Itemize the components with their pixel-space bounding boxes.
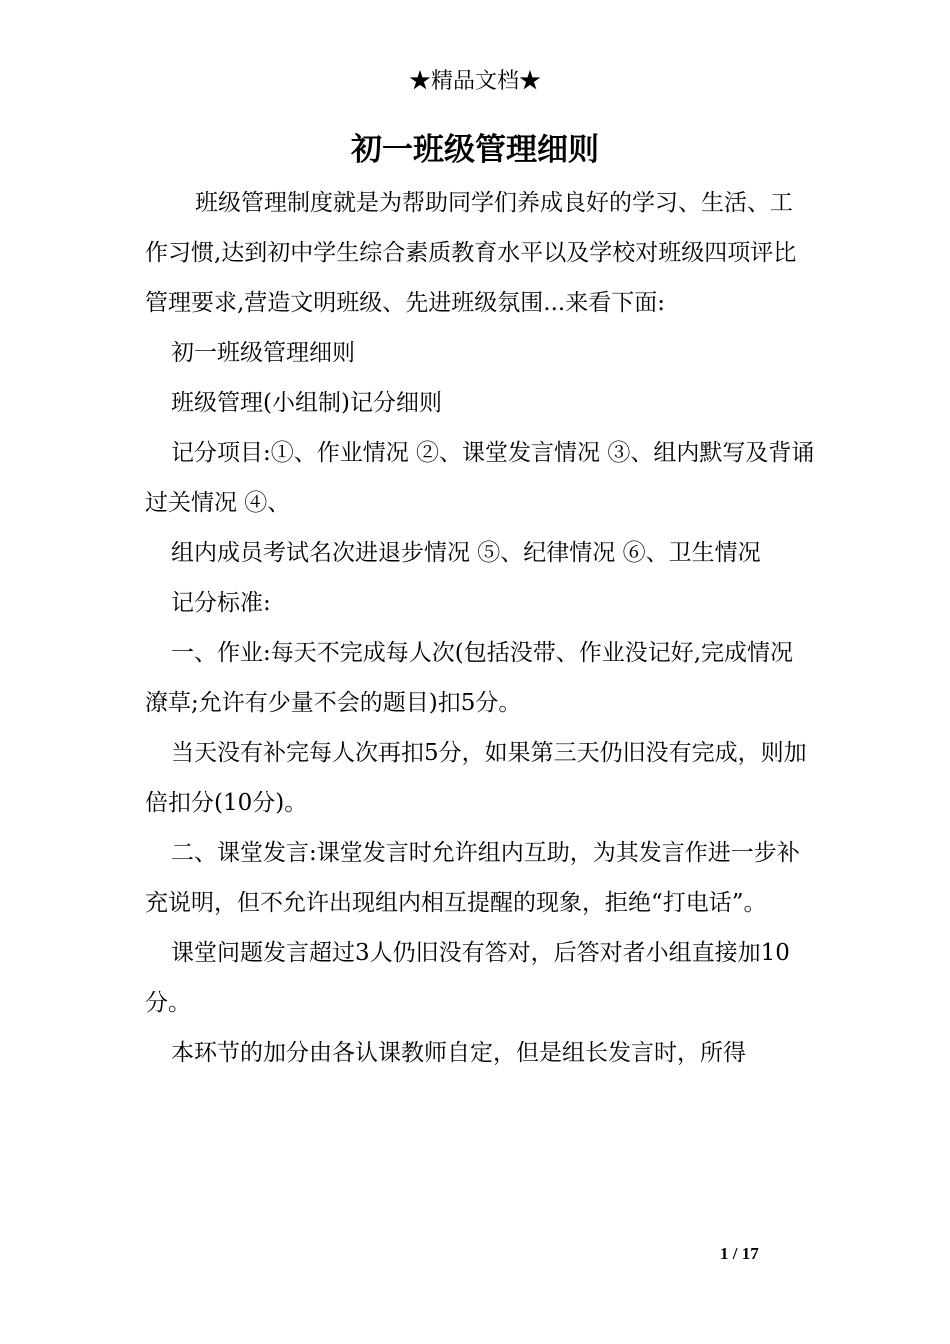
subheading-paragraph: 班级管理(小组制)记分细则	[171, 390, 442, 416]
intro-paragraph: 班级管理制度就是为帮助同学们养成良好的学习、生活、工作习惯,达到初中学生综合素质教育水平以及学校对班级四项评比管理要求,营造文明班级、先进班级氛围...来看下面:	[145, 190, 797, 316]
body-paragraph: 课堂问题发言超过3人仍旧没有答对，后答对者小组直接加10分。	[145, 940, 790, 1016]
document-body	[145, 178, 815, 1078]
body-paragraph: 组内成员考试名次进退步情况 ⑤、纪律情况 ⑥、卫生情况	[171, 540, 761, 566]
page-header: ★精品文档★	[408, 69, 541, 94]
body-paragraph: 当天没有补完每人次再扣5分，如果第三天仍旧没有完成，则加倍扣分(10分)。	[145, 740, 807, 816]
body-paragraph: 二、课堂发言:课堂发言时允许组内互助，为其发言作进一步补充说明，但不允许出现组内相互提醒的现象，拒绝“打电话”。	[145, 840, 800, 916]
subheading-paragraph: 初一班级管理细则	[171, 340, 355, 366]
document-title: 初一班级管理细则	[351, 132, 599, 168]
page-number: 1 / 17	[720, 1244, 759, 1263]
body-paragraph: 本环节的加分由各认课教师自定，但是组长发言时，所得	[171, 1040, 746, 1066]
body-paragraph: 一、作业:每天不完成每人次(包括没带、作业没记好,完成情况潦草;允许有少量不会的题目)扣5分。	[145, 640, 794, 716]
body-paragraph: 记分标准:	[171, 590, 271, 616]
body-paragraph: 记分项目:①、作业情况 ②、课堂发言情况 ③、组内默写及背诵过关情况 ④、	[145, 440, 815, 516]
